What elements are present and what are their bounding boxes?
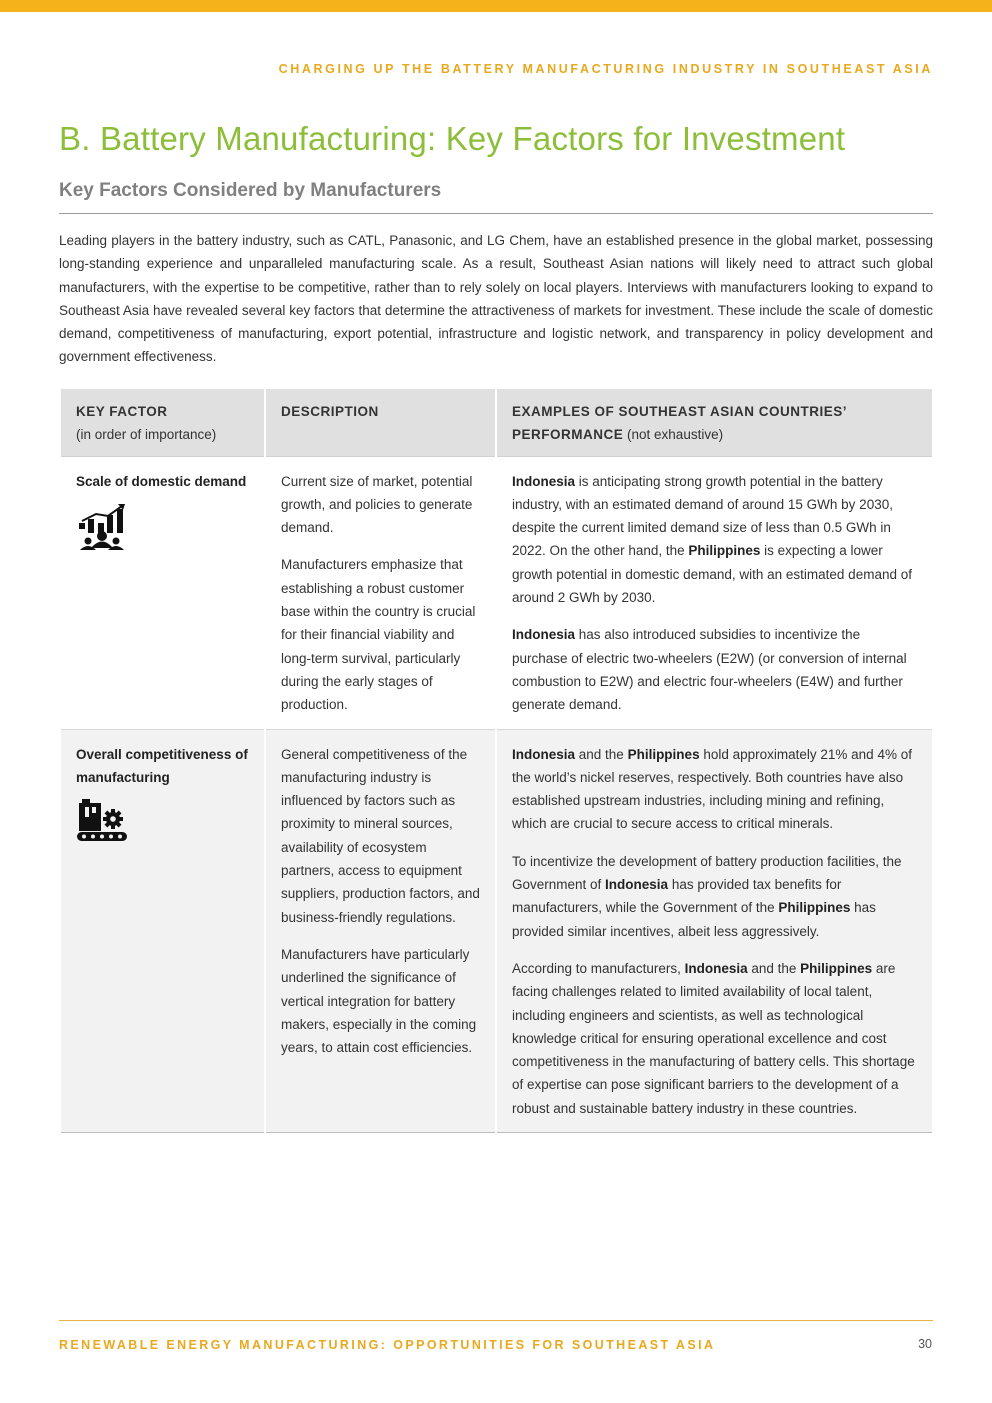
example-text: and the — [575, 746, 628, 762]
description-cell — [265, 456, 496, 729]
example-text: are facing challenges related to limited availability of local talent, including engineers and scientists, as well as technological knowledge critical for ensuring operational excellence and cost competitiveness in the manufacturing of battery cells. This shortage of expertise can pose significant barriers to the development of a robust and sustainable battery industry in these countries. — [512, 960, 915, 1116]
header-key-factor — [61, 389, 265, 456]
example-paragraph — [512, 957, 918, 1120]
section-title: B. Battery Manufacturing: Key Factors for Investment — [59, 120, 846, 157]
example-text: To incentivize the development of battery production facilities, the Government of — [512, 853, 902, 893]
description-paragraph: Current size of market, potential growth, and policies to generate demand. — [281, 473, 473, 536]
key-factors-table — [61, 389, 932, 1133]
country-name: Indonesia — [605, 877, 669, 893]
description-paragraph: Manufacturers have particularly underlined the significance of vertical integration for battery makers, especially in the coming years, to attain cost efficiencies. — [281, 946, 477, 1056]
example-paragraph — [512, 470, 918, 610]
country-name: Indonesia — [512, 746, 576, 762]
factor-name: Scale of domestic demand — [76, 473, 247, 489]
country-name: Philippines — [688, 543, 761, 559]
top-accent-bar — [0, 0, 992, 12]
example-text: has also introduced subsidies to incentivize the purchase of electric two-wheelers (E2W) (or conversion of internal combustion to E2W) and electric four-wheelers (E4W) and further generate demand. — [512, 627, 907, 713]
example-text: and the — [747, 960, 801, 976]
example-paragraph — [512, 743, 918, 836]
example-paragraph — [512, 623, 918, 716]
factory-gear-icon — [76, 797, 128, 843]
description-paragraph: Manufacturers emphasize that establishing a robust customer base within the country is crucial for their financial viability and long-term survival, particularly during the early stages of production. — [281, 557, 476, 713]
country-name: Philippines — [627, 746, 700, 762]
factor-cell — [61, 729, 265, 1132]
footer-divider — [59, 1320, 933, 1321]
running-header: CHARGING UP THE BATTERY MANUFACTURING INDUSTRY IN SOUTHEAST ASIA — [278, 62, 933, 76]
examples-cell — [496, 456, 932, 729]
description-paragraph: General competitiveness of the manufacturing industry is influenced by factors such as proximity to mineral sources, availability of ecosystem partners, access to equipment suppliers, production factors, and business-friendly regulations. — [281, 746, 480, 925]
table-header-row — [61, 389, 932, 456]
subtitle-divider — [59, 213, 933, 214]
header-key-factor-note: (in order of importance) — [76, 427, 217, 443]
factor-name: Overall competitiveness of manufacturing — [76, 746, 248, 785]
header-examples-note: (not exhaustive) — [627, 427, 724, 443]
example-text: has provided tax benefits for manufacturers, while the Government of the — [512, 877, 842, 916]
header-examples — [496, 389, 932, 456]
header-description — [265, 389, 496, 456]
example-text: According to manufacturers, — [512, 960, 685, 976]
section-subtitle: Key Factors Considered by Manufacturers — [59, 180, 442, 201]
intro-paragraph: Leading players in the battery industry, such as CATL, Panasonic, and LG Chem, have an established presence in the global market, possessing long-standing experience and unparalleled manufacturing scale. As a result, Southeast Asian nations will likely need to attract such global manufacturers, with the expertise to be competitive, rather than to rely solely on local players. Interviews with manufacturers looking to expand to Southeast Asia have revealed several key factors that determine the attractiveness of markets for investment. These include the scale of domestic demand, competitiveness of manufacturing, export potential, infrastructure and logistic network, and transparency in policy development and government effectiveness. — [59, 233, 933, 365]
country-name: Philippines — [778, 900, 851, 916]
example-text: has provided similar incentives, albeit less aggressively. — [512, 900, 876, 939]
example-text: hold approximately 21% and 4% of the world’s nickel reserves, respectively. Both countries have also established upstream industries, including mining and refining, which are crucial to secure access to critical minerals. — [512, 746, 912, 832]
growth-chart-icon — [76, 501, 128, 551]
header-description-label: DESCRIPTION — [281, 404, 379, 419]
country-name: Philippines — [800, 960, 873, 976]
examples-cell — [496, 729, 932, 1132]
description-cell — [265, 729, 496, 1132]
header-key-factor-label: KEY FACTOR — [76, 404, 168, 419]
example-text: is anticipating strong growth potential in the battery industry, with an estimated demand of around 15 GWh by 2030, despite the current limited demand size of less than 0.5 GWh in 2022. On the other hand, the — [512, 473, 893, 559]
footer-title: RENEWABLE ENERGY MANUFACTURING: OPPORTUNITIES FOR SOUTHEAST ASIA — [59, 1338, 716, 1352]
example-paragraph — [512, 850, 918, 943]
country-name: Indonesia — [512, 473, 576, 489]
table-row — [61, 729, 932, 1132]
example-text: is expecting a lower growth potential in domestic demand, with an estimated demand of around 2 GWh by 2030. — [512, 543, 912, 606]
factor-cell — [61, 456, 265, 729]
header-examples-label: EXAMPLES OF SOUTHEAST ASIAN COUNTRIES’ PERFORMANCE — [512, 404, 847, 443]
country-name: Indonesia — [684, 960, 748, 976]
page-number: 30 — [918, 1337, 932, 1351]
table-row — [61, 456, 932, 729]
country-name: Indonesia — [512, 627, 576, 643]
